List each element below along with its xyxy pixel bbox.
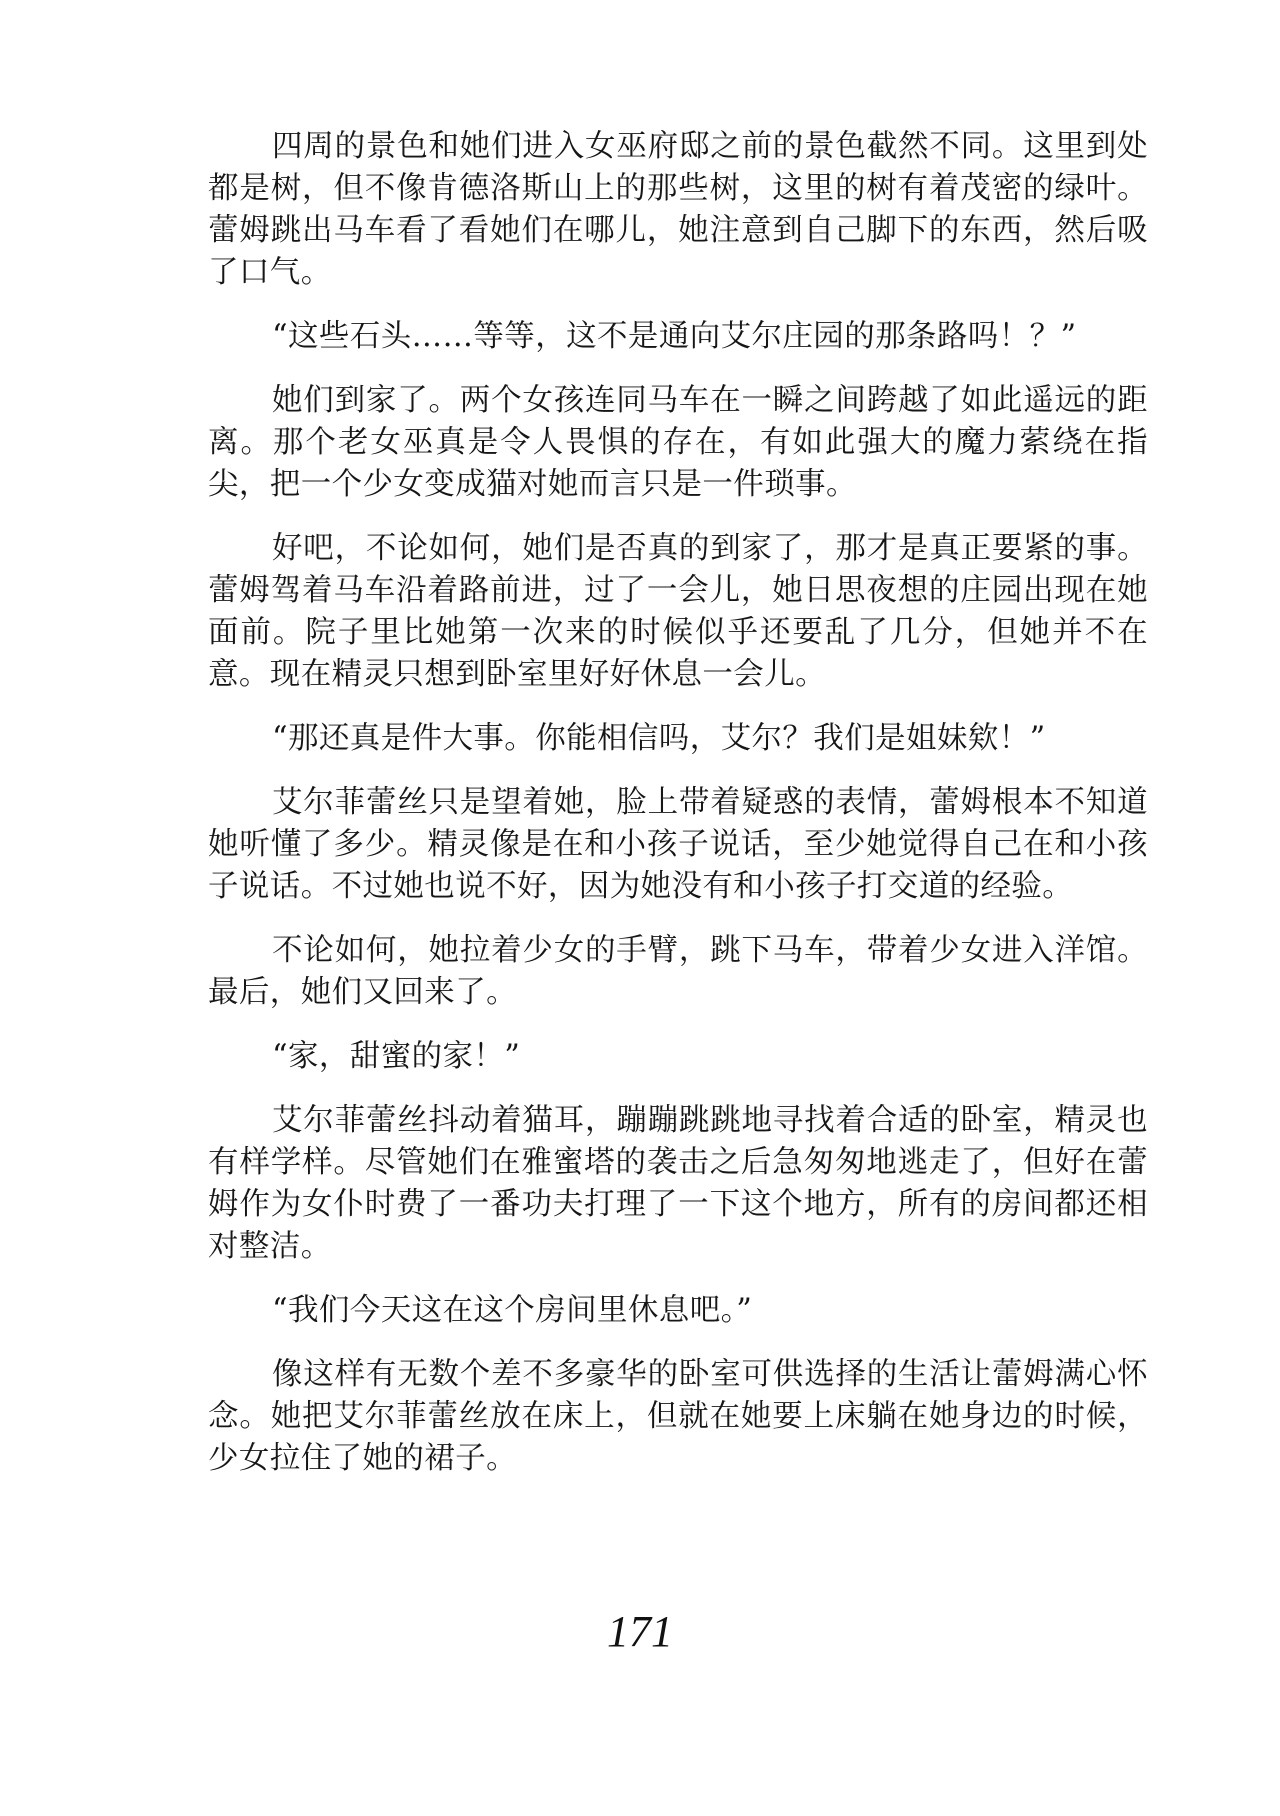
paragraph: 不论如何，她拉着少女的手臂，跳下马车，带着少女进入洋馆。最后，她们又回来了。 xyxy=(208,933,1148,1010)
paragraph-dialogue: “我们今天这在这个房间里休息吧。” xyxy=(272,1293,753,1328)
paragraph: 艾尔菲蕾丝抖动着猫耳，蹦蹦跳跳地寻找着合适的卧室，精灵也有样学样。尽管她们在雅蜜塔的袭击之后急匆匆地逃走了，但好在蕾姆作为女仆时费了一番功夫打理了一下这个地方，所有的房间都还相对整洁。 xyxy=(208,1103,1148,1264)
paragraph-dialogue: “这些石头……等等，这不是通向艾尔庄园的那条路吗！？” xyxy=(272,319,1077,354)
paragraph: 像这样有无数个差不多豪华的卧室可供选择的生活让蕾姆满心怀念。她把艾尔菲蕾丝放在床上，但就在她要上床躺在她身边的时候，少女拉住了她的裙子。 xyxy=(208,1357,1148,1476)
paragraph: 四周的景色和她们进入女巫府邸之前的景色截然不同。这里到处都是树，但不像肯德洛斯山上的那些树，这里的树有着茂密的绿叶。蕾姆跳出马车看了看她们在哪儿，她注意到自己脚下的东西，然后吸了口气。 xyxy=(208,129,1148,290)
paragraph: 艾尔菲蕾丝只是望着她，脸上带着疑惑的表情，蕾姆根本不知道她听懂了多少。精灵像是在和小孩子说话，至少她觉得自己在和小孩子说话。不过她也说不好，因为她没有和小孩子打交道的经验。 xyxy=(208,785,1148,904)
paragraph: 她们到家了。两个女孩连同马车在一瞬之间跨越了如此遥远的距离。那个老女巫真是令人畏惧的存在，有如此强大的魔力萦绕在指尖，把一个少女变成猫对她而言只是一件琐事。 xyxy=(208,383,1148,502)
paragraph-dialogue: “那还真是件大事。你能相信吗，艾尔？我们是姐妹欸！” xyxy=(272,721,1046,756)
body-text xyxy=(208,126,1148,1502)
page-number: 171 xyxy=(607,1607,673,1656)
paragraph-dialogue: “家，甜蜜的家！” xyxy=(272,1039,521,1074)
paragraph: 好吧，不论如何，她们是否真的到家了，那才是真正要紧的事。蕾姆驾着马车沿着路前进，过了一会儿，她日思夜想的庄园出现在她面前。院子里比她第一次来的时候似乎还要乱了几分，但她并不在意。现在精灵只想到卧室里好好休息一会儿。 xyxy=(208,531,1148,692)
